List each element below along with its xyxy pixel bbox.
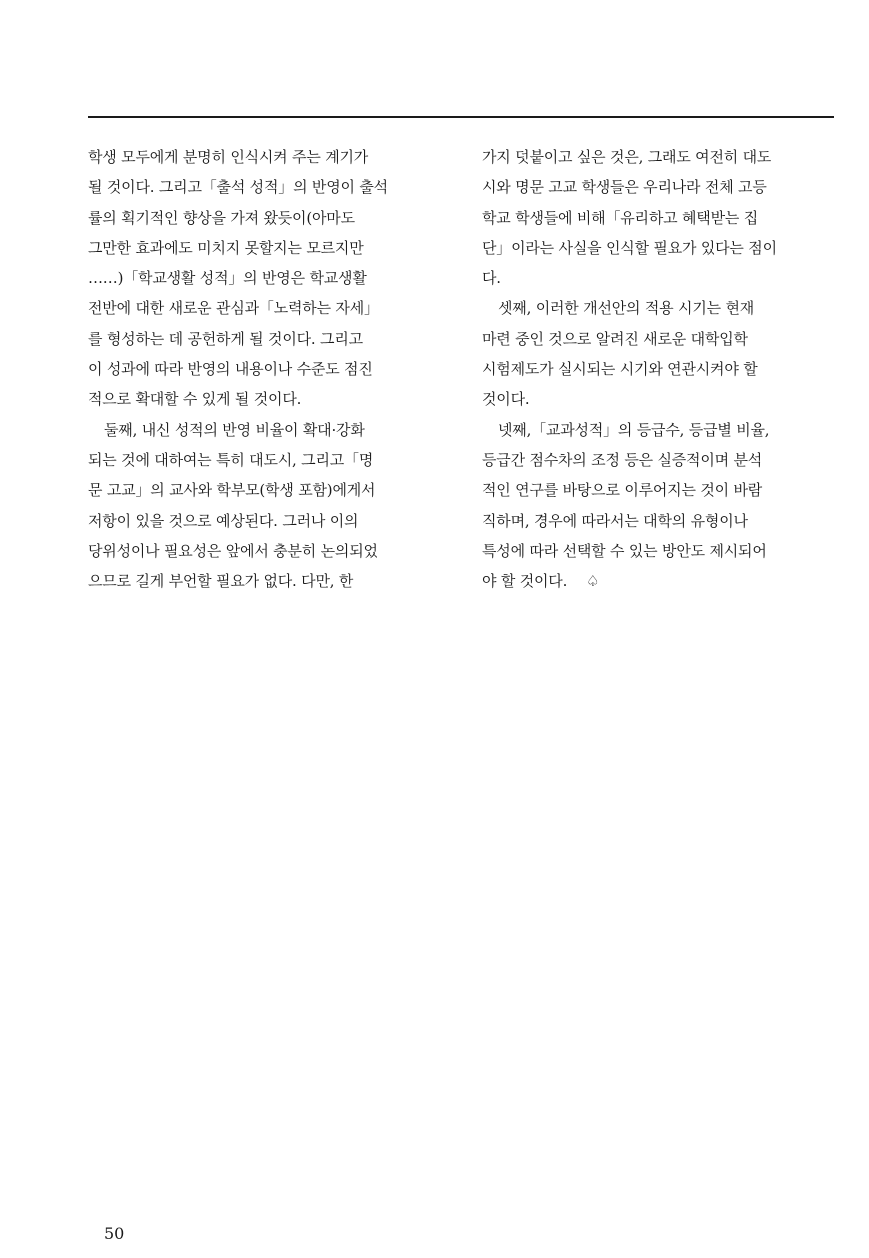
page-number: 50	[104, 1224, 125, 1243]
header-rule	[88, 116, 834, 118]
paragraph: 가지 덧붙이고 싶은 것은, 그래도 여전히 대도 시와 명문 고교 학생들은 우리나라 전체 고등 학교 학생들에 비해「유리하고 혜택받는 집 단」이라는 사실을 인식할 필요가 있다는 점이 다.	[482, 148, 777, 288]
left-column	[88, 142, 442, 596]
paragraph-last	[482, 415, 832, 597]
paragraph: 셋째, 이러한 개선안의 적용 시기는 현재 마련 중인 것으로 알려진 새로운 대학입학 시험제도가 실시되는 시기와 연관시켜야 할 것이다.	[482, 299, 758, 409]
paragraph: 둘째, 내신 성적의 반영 비율이 확대·강화 되는 것에 대하여는 특히 대도시, 그리고「명 문 고교」의 교사와 학부모(학생 포함)에게서 저항이 있을 것으로 예상된다. 그러나 이의 당위성이나 필요성은 앞에서 충분히 논의되었 으므로 길게 부언할 필요가 없다. 다만, 한	[88, 420, 378, 591]
paragraph-text: 넷째,「교과성적」의 등급수, 등급별 비율, 등급간 점수차의 조정 등은 실증적이며 분석 적인 연구를 바탕으로 이루어지는 것이 바람 직하며, 경우에 따라서는 대학의 유형이나 특성에 따라 선택할 수 있는 방안도 제시되어 야 할 것이다.	[482, 420, 770, 591]
spade-end-icon: ♤	[586, 572, 600, 591]
right-column	[482, 142, 832, 596]
paragraph: 학생 모두에게 분명히 인식시켜 주는 계기가 될 것이다. 그리고「출석 성적」의 반영이 출석 률의 획기적인 향상을 가져 왔듯이(아마도 그만한 효과에도 미치지 못할지는 모르지만 ……)「학교생활 성적」의 반영은 학교생활 전반에 대한 새로운 관심과「노력하는 자세」 를 형성하는 데 공헌하게 될 것이다. 그리고 이 성과에 따라 반영의 내용이나 수준도 점진 적으로 확대할 수 있게 될 것이다.	[88, 148, 388, 409]
